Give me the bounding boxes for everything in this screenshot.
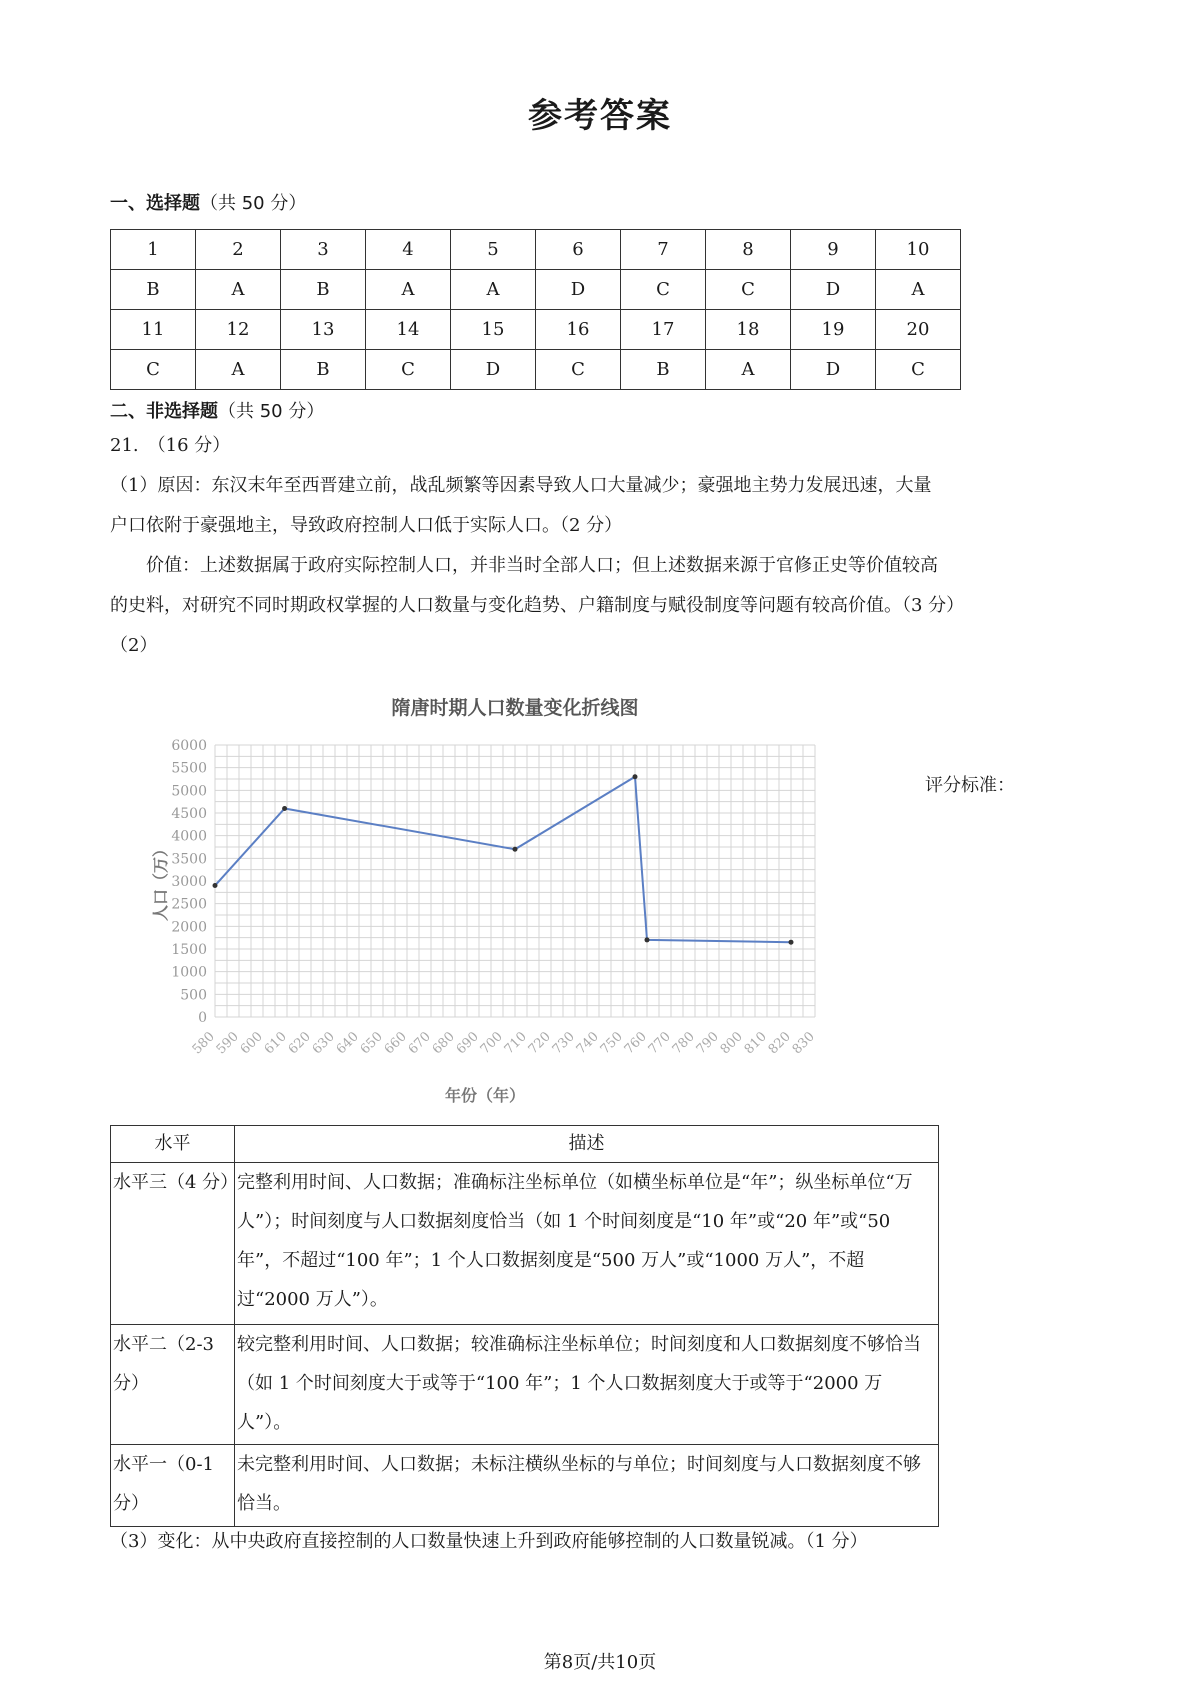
x-tick-label: 820 xyxy=(765,1029,794,1058)
q21-part2-label: （2） xyxy=(110,635,158,656)
answer-cell: A xyxy=(366,270,451,310)
answer-cell: C xyxy=(621,270,706,310)
chart-grid xyxy=(215,745,815,1017)
y-axis-ticks xyxy=(171,738,207,1026)
x-axis-label: 年份（年） xyxy=(444,1086,526,1105)
answer-cell: A xyxy=(196,350,281,390)
question-number-cell: 13 xyxy=(281,310,366,350)
y-tick-label: 2500 xyxy=(171,896,207,913)
section1-points: （共 50 分） xyxy=(200,193,307,214)
answer-cell: D xyxy=(536,270,621,310)
answer-cell: A xyxy=(706,350,791,390)
scoring-criteria-label: 评分标准： xyxy=(925,775,1015,796)
x-tick-label: 790 xyxy=(693,1029,722,1058)
answer-cell: A xyxy=(876,270,961,310)
x-tick-label: 600 xyxy=(237,1029,266,1058)
question-number-cell: 9 xyxy=(791,230,876,270)
chart-title: 隋唐时期人口数量变化折线图 xyxy=(391,697,639,719)
rubric-description: 完整利用时间、人口数据；准确标注坐标单位（如横坐标单位是“年”；纵坐标单位“万人”）；时间刻度与人口数据刻度恰当（如 1 个时间刻度是“10 年”或“20 年”或“50 年”，不超过“100 年”；1 个人口数据刻度是“500 万人”或“1000 万人”，不超过“2000 万人”）。 xyxy=(235,1163,939,1325)
rubric-header-level: 水平 xyxy=(111,1126,235,1163)
x-tick-label: 770 xyxy=(645,1029,674,1058)
answer-cell: C xyxy=(366,350,451,390)
answer-cell: C xyxy=(876,350,961,390)
question-number-cell: 1 xyxy=(111,230,196,270)
y-tick-label: 1500 xyxy=(171,942,207,958)
answer-cell: A xyxy=(451,270,536,310)
answer-table-row xyxy=(111,230,961,270)
x-tick-label: 670 xyxy=(405,1029,434,1058)
rubric-description: 较完整利用时间、人口数据；较准确标注坐标单位；时间刻度和人口数据刻度不够恰当（如 1 个时间刻度大于或等于“100 年”；1 个人口数据刻度大于或等于“2000 万人”）。 xyxy=(235,1325,939,1445)
x-tick-label: 760 xyxy=(621,1029,650,1058)
question-number-cell: 14 xyxy=(366,310,451,350)
y-tick-label: 3500 xyxy=(171,851,207,868)
x-tick-label: 700 xyxy=(477,1029,506,1058)
q21-part3: （3）变化：从中央政府直接控制的人口数量快速上升到政府能够控制的人口数量锐减。（1 分） xyxy=(110,1531,868,1552)
rubric-level: 水平二（2-3 分） xyxy=(111,1325,235,1445)
y-tick-label: 4000 xyxy=(171,828,207,845)
y-tick-label: 4500 xyxy=(171,806,207,822)
x-tick-label: 690 xyxy=(453,1029,482,1058)
answer-cell: D xyxy=(791,270,876,310)
y-axis-label: 人口（万） xyxy=(151,840,170,922)
data-point xyxy=(633,774,638,779)
rubric-table xyxy=(110,1125,939,1527)
question-number-cell: 10 xyxy=(876,230,961,270)
y-tick-label: 1000 xyxy=(171,964,207,981)
data-point xyxy=(789,940,794,945)
x-axis-ticks xyxy=(190,1029,818,1057)
x-tick-label: 630 xyxy=(309,1029,338,1058)
answer-cell: C xyxy=(111,350,196,390)
answer-cell: C xyxy=(536,350,621,390)
answer-cell: B xyxy=(281,270,366,310)
x-tick-label: 580 xyxy=(189,1029,218,1058)
x-tick-label: 660 xyxy=(381,1029,410,1058)
answer-cell: A xyxy=(196,270,281,310)
answer-cell: D xyxy=(791,350,876,390)
q21-header: 21. （16 分） xyxy=(110,435,231,456)
x-tick-label: 810 xyxy=(741,1029,770,1058)
question-number-cell: 2 xyxy=(196,230,281,270)
q21-part1-line1: （1）原因：东汉末年至西晋建立前，战乱频繁等因素导致人口大量减少；豪强地主势力发展迅速，大量 xyxy=(110,475,932,496)
answer-table-row xyxy=(111,270,961,310)
x-tick-label: 640 xyxy=(333,1029,362,1058)
question-number-cell: 12 xyxy=(196,310,281,350)
page-footer: 第8页/共10页 xyxy=(543,1652,657,1673)
question-number-cell: 15 xyxy=(451,310,536,350)
y-tick-label: 5000 xyxy=(171,783,207,800)
question-number-cell: 19 xyxy=(791,310,876,350)
x-tick-label: 800 xyxy=(717,1029,746,1058)
answer-cell: D xyxy=(451,350,536,390)
x-tick-label: 610 xyxy=(261,1029,290,1058)
y-tick-label: 5500 xyxy=(171,760,207,777)
data-point xyxy=(282,806,287,811)
question-number-cell: 8 xyxy=(706,230,791,270)
section2-points: （共 50 分） xyxy=(218,401,325,422)
answer-table xyxy=(110,229,961,390)
section1-title: 一、选择题 xyxy=(110,193,200,214)
answer-cell: B xyxy=(281,350,366,390)
answer-table-row xyxy=(111,350,961,390)
answer-cell: C xyxy=(706,270,791,310)
rubric-header-description: 描述 xyxy=(235,1126,939,1163)
question-number-cell: 20 xyxy=(876,310,961,350)
x-tick-label: 730 xyxy=(549,1029,578,1058)
question-number-cell: 11 xyxy=(111,310,196,350)
x-tick-label: 680 xyxy=(429,1029,458,1058)
y-tick-label: 0 xyxy=(198,1010,207,1026)
y-tick-label: 3000 xyxy=(171,874,207,890)
x-tick-label: 720 xyxy=(525,1029,554,1058)
question-number-cell: 5 xyxy=(451,230,536,270)
x-tick-label: 710 xyxy=(501,1029,530,1058)
answer-table-row xyxy=(111,310,961,350)
section2-title: 二、非选择题 xyxy=(110,401,218,422)
question-number-cell: 17 xyxy=(621,310,706,350)
q21-part1-line2: 户口依附于豪强地主，导致政府控制人口低于实际人口。（2 分） xyxy=(110,515,623,536)
question-number-cell: 7 xyxy=(621,230,706,270)
population-line-chart xyxy=(140,690,900,1120)
q21-value-line1: 价值：上述数据属于政府实际控制人口，并非当时全部人口；但上述数据来源于官修正史等价值较高 xyxy=(146,555,938,576)
answer-cell: B xyxy=(111,270,196,310)
page-title: 参考答案 xyxy=(528,96,672,136)
x-tick-label: 750 xyxy=(597,1029,626,1058)
section2-heading xyxy=(110,397,324,423)
y-tick-label: 500 xyxy=(180,987,207,1004)
question-number-cell: 6 xyxy=(536,230,621,270)
section1-heading xyxy=(110,189,306,215)
rubric-description: 未完整利用时间、人口数据；未标注横纵坐标的与单位；时间刻度与人口数据刻度不够恰当。 xyxy=(235,1445,939,1527)
question-number-cell: 3 xyxy=(281,230,366,270)
x-tick-label: 780 xyxy=(669,1029,698,1058)
question-number-cell: 4 xyxy=(366,230,451,270)
rubric-level: 水平一（0-1 分） xyxy=(111,1445,235,1527)
y-tick-label: 2000 xyxy=(171,919,207,936)
question-number-cell: 16 xyxy=(536,310,621,350)
answer-cell: B xyxy=(621,350,706,390)
q21-value-line2: 的史料，对研究不同时期政权掌握的人口数量与变化趋势、户籍制度与赋役制度等问题有较高价值。（3 分） xyxy=(110,595,965,616)
x-tick-label: 620 xyxy=(285,1029,314,1058)
question-number-cell: 18 xyxy=(706,310,791,350)
data-point xyxy=(513,847,518,852)
x-tick-label: 740 xyxy=(573,1029,602,1058)
x-tick-label: 830 xyxy=(789,1029,818,1058)
data-point xyxy=(213,883,218,888)
x-tick-label: 650 xyxy=(357,1029,386,1058)
rubric-level: 水平三（4 分） xyxy=(111,1163,235,1325)
x-tick-label: 590 xyxy=(213,1029,242,1058)
data-point xyxy=(645,937,650,942)
y-tick-label: 6000 xyxy=(171,738,207,754)
